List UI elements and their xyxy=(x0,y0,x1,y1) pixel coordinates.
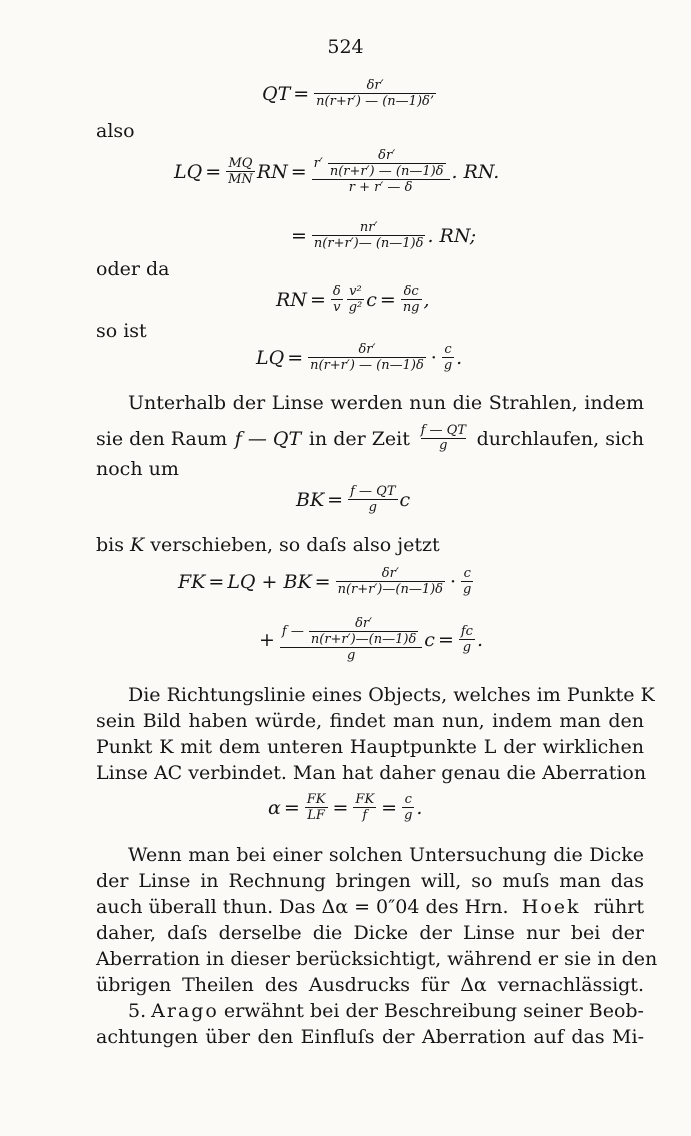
equation-lq-1: LQ = $\frac{MQ}{MN}$ RN = r′ $\frac{\delta r'}{n(r+r') — (n—1)\delta}$ r + r′ — δ . RN. xyxy=(174,148,500,195)
paragraph-3-line-6: übrigen Theilen des Ausdrucks für Δα vernachlässigt. xyxy=(96,974,644,996)
equation-lq-3: LQ = $\frac{\delta r'}{n(r+r') — (n—1)\delta}$ · $\frac{c}{g}$ . xyxy=(256,342,463,373)
eq-lhs: QT xyxy=(262,82,291,105)
equation-lq-2: = $\frac{nr'}{n(r+r')— (n—1)\delta}$ . RN; xyxy=(291,220,477,251)
equation-fk: FK = LQ + BK = $\frac{\delta r'}{n(r+r')—(n—1)\delta}$ · $\frac{c}{g}$ xyxy=(178,566,472,597)
paragraph-2-line-3: Punkt K mit dem unteren Hauptpunkte L der wirklichen xyxy=(96,736,644,758)
paragraph-3-line-1: Wenn man bei einer solchen Untersuchung die Dicke xyxy=(128,844,644,866)
paragraph-1-line-1: Unterhalb der Linse werden nun die Strahlen, indem xyxy=(128,392,644,414)
paragraph-2-line-1: Die Richtungslinie eines Objects, welches im Punkte K xyxy=(128,684,655,706)
equation-fk-cont: + f — $\frac{\delta r'}{n(r+r')—(n—1)\delta}$ g c = $\frac{fc}{g}$ . xyxy=(259,616,483,663)
compound-fraction: f — $\frac{\delta r'}{n(r+r')—(n—1)\delta}$ g xyxy=(280,616,422,663)
text-also: also xyxy=(96,120,135,142)
equation-bk: BK = $\frac{f — QT}{g}$ c xyxy=(296,484,411,515)
paragraph-3-line-4: daher, daſs derselbe die Dicke der Linse nur bei der xyxy=(96,922,644,944)
paragraph-1-line-2: sie den Raum f — QT in der Zeit f — QT g durchlaufen, sich xyxy=(96,423,644,453)
text-oder-da: oder da xyxy=(96,258,170,280)
paragraph-1-line-3: noch um xyxy=(96,458,179,480)
equation-rn: RN = $\frac{\delta}{v}$ $\frac{\text{v²}}{\text{g²}}$ c = $\frac{\delta c}{ng}$ , xyxy=(276,284,430,315)
paragraph-2-line-2: sein Bild haben würde, findet man nun, indem man den xyxy=(96,710,644,732)
paragraph-2-line-4: Linse AC verbindet. Man hat daher genau die Aberration xyxy=(96,762,647,784)
equation-qt: QT = $\frac{\delta r'}{n(r+r') — (n—1)\delta’}$ xyxy=(262,78,434,109)
compound-fraction: r′ $\frac{\delta r'}{n(r+r') — (n—1)\delta}$ r + r′ — δ xyxy=(312,148,450,195)
text-so-ist: so ist xyxy=(96,320,147,342)
equation-alpha: α = $\frac{FK}{LF}$ = $\frac{FK}{f}$ = $\frac{c}{g}$ . xyxy=(268,792,423,823)
paragraph-3-line-3: auch überall thun. Das Δα = 0″04 des Hrn. Hoek rührt xyxy=(96,896,644,918)
paragraph-4-line-2: achtungen über den Einfluſs der Aberration auf das Mi- xyxy=(96,1026,644,1048)
fraction: $\frac{\delta r'}{n(r+r') — (n—1)\delta’}$ xyxy=(316,78,434,109)
text-bis: bis K verschieben, so daſs also jetzt xyxy=(96,534,440,556)
inline-fraction: f — QT g xyxy=(420,423,466,453)
paragraph-3-line-5: Aberration in dieser berücksichtigt, während er sie in den xyxy=(96,948,658,970)
page-number: 524 xyxy=(327,36,364,58)
paragraph-3-line-2: der Linse in Rechnung bringen will, so muſs man das xyxy=(96,870,644,892)
paragraph-4-line-1: 5. Arago erwähnt bei der Beschreibung seiner Beob- xyxy=(128,1000,644,1022)
